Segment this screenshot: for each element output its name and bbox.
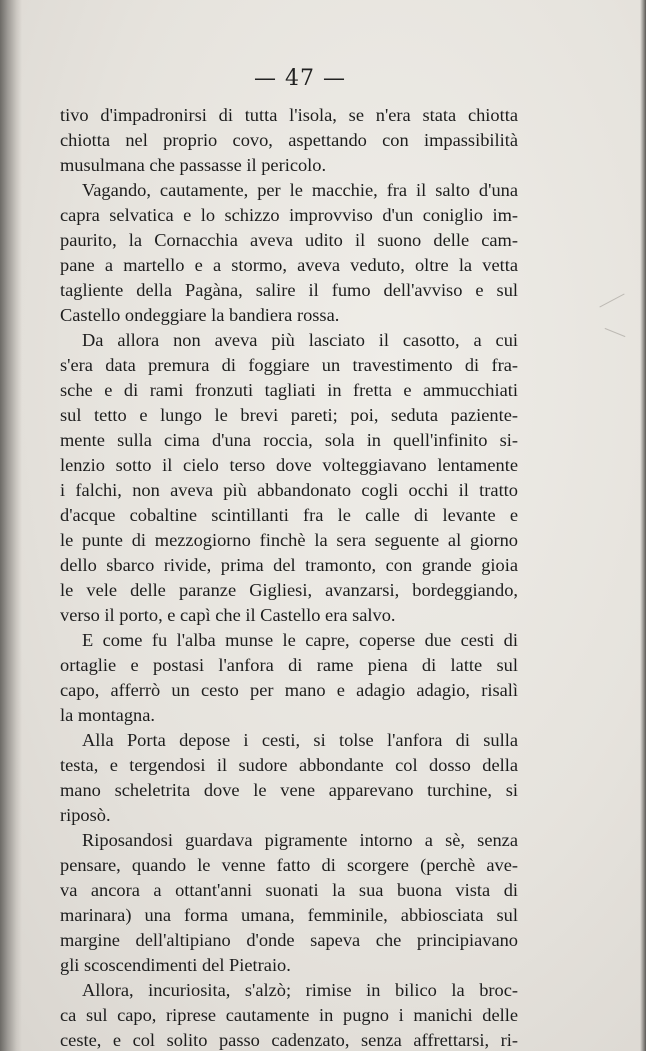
text-line: dello sbarco rivide, prima del tramonto, con grande gioia	[60, 555, 518, 575]
binding-shadow	[0, 0, 22, 1051]
scan-mark	[605, 328, 626, 337]
text-line: marinara) una forma umana, femminile, abbiosciata sul	[60, 905, 518, 925]
text-line: mente sulla cima d'una roccia, sola in quell'infinito si-	[60, 430, 518, 450]
text-line: Allora, incuriosita, s'alzò; rimise in bilico la broc-	[82, 980, 518, 1000]
text-line: gli scoscendimenti del Pietraio.	[60, 955, 291, 975]
text-line: le punte di mezzogiorno finchè la sera seguente al giorno	[60, 530, 518, 550]
text-line: le vele delle paranze Gigliesi, avanzarsi, bordeggiando,	[60, 580, 518, 600]
text-line: capo, afferrò un cesto per mano e adagio adagio, risalì	[60, 680, 518, 700]
text-line: d'acque cobaltine scintillanti fra le calle di levante e	[60, 505, 518, 525]
text-line: s'era data premura di foggiare un travestimento di fra-	[60, 355, 518, 375]
scan-mark	[599, 293, 624, 307]
page-number: — 47 —	[254, 66, 346, 91]
text-line: verso il porto, e capì che il Castello era salvo.	[60, 605, 396, 625]
text-line: mano scheletrita dove le vene apparevano turchine, si	[60, 780, 518, 800]
text-line: Castello ondeggiare la bandiera rossa.	[60, 305, 340, 325]
text-line: Da allora non aveva più lasciato il casotto, a cui	[82, 330, 518, 350]
text-line: pane a martello e a stormo, aveva veduto, oltre la vetta	[60, 255, 518, 275]
text-line: Vagando, cautamente, per le macchie, fra il salto d'una	[82, 180, 518, 200]
text-line: pensare, quando le venne fatto di scorgere (perchè ave-	[60, 855, 518, 875]
text-line: sul tetto e lungo le brevi pareti; poi, seduta paziente-	[60, 405, 518, 425]
text-line: Alla Porta depose i cesti, si tolse l'anfora di sulla	[82, 730, 518, 750]
text-line: ca sul capo, riprese cautamente in pugno i manichi delle	[60, 1005, 518, 1025]
text-line: lenzio sotto il cielo terso dove volteggiavano lentamente	[60, 455, 518, 475]
text-line: capra selvatica e lo schizzo improvviso d'un coniglio im-	[60, 205, 518, 225]
text-line: testa, e tergendosi il sudore abbondante col dosso della	[60, 755, 518, 775]
text-line: ortaglie e postasi l'anfora di rame piena di latte sul	[60, 655, 518, 675]
text-line: musulmana che passasse il pericolo.	[60, 155, 327, 175]
body-text	[60, 103, 518, 1051]
text-line: paurito, la Cornacchia aveva udito il suono delle cam-	[60, 230, 518, 250]
text-line: sche e di rami fronzuti tagliati in fretta e ammucchiati	[60, 380, 518, 400]
text-line: tagliente della Pagàna, salire il fumo dell'avviso e sul	[60, 280, 518, 300]
text-line: Riposandosi guardava pigramente intorno a sè, senza	[82, 830, 518, 850]
text-line: ceste, e col solito passo cadenzato, senza affrettarsi, ri-	[60, 1030, 518, 1050]
text-line: i falchi, non aveva più abbandonato cogli occhi il tratto	[60, 480, 518, 500]
text-line: margine dell'altipiano d'onde sapeva che principiavano	[60, 930, 518, 950]
text-line: va ancora a ottant'anni suonati la sua buona vista di	[60, 880, 518, 900]
page-edge	[640, 0, 646, 1051]
text-line: E come fu l'alba munse le capre, coperse due cesti di	[82, 630, 518, 650]
text-line: la montagna.	[60, 705, 155, 725]
text-line: riposò.	[60, 805, 111, 825]
text-line: tivo d'impadronirsi di tutta l'isola, se n'era stata chiotta	[60, 105, 518, 125]
text-line: chiotta nel proprio covo, aspettando con impassibilità	[60, 130, 518, 150]
